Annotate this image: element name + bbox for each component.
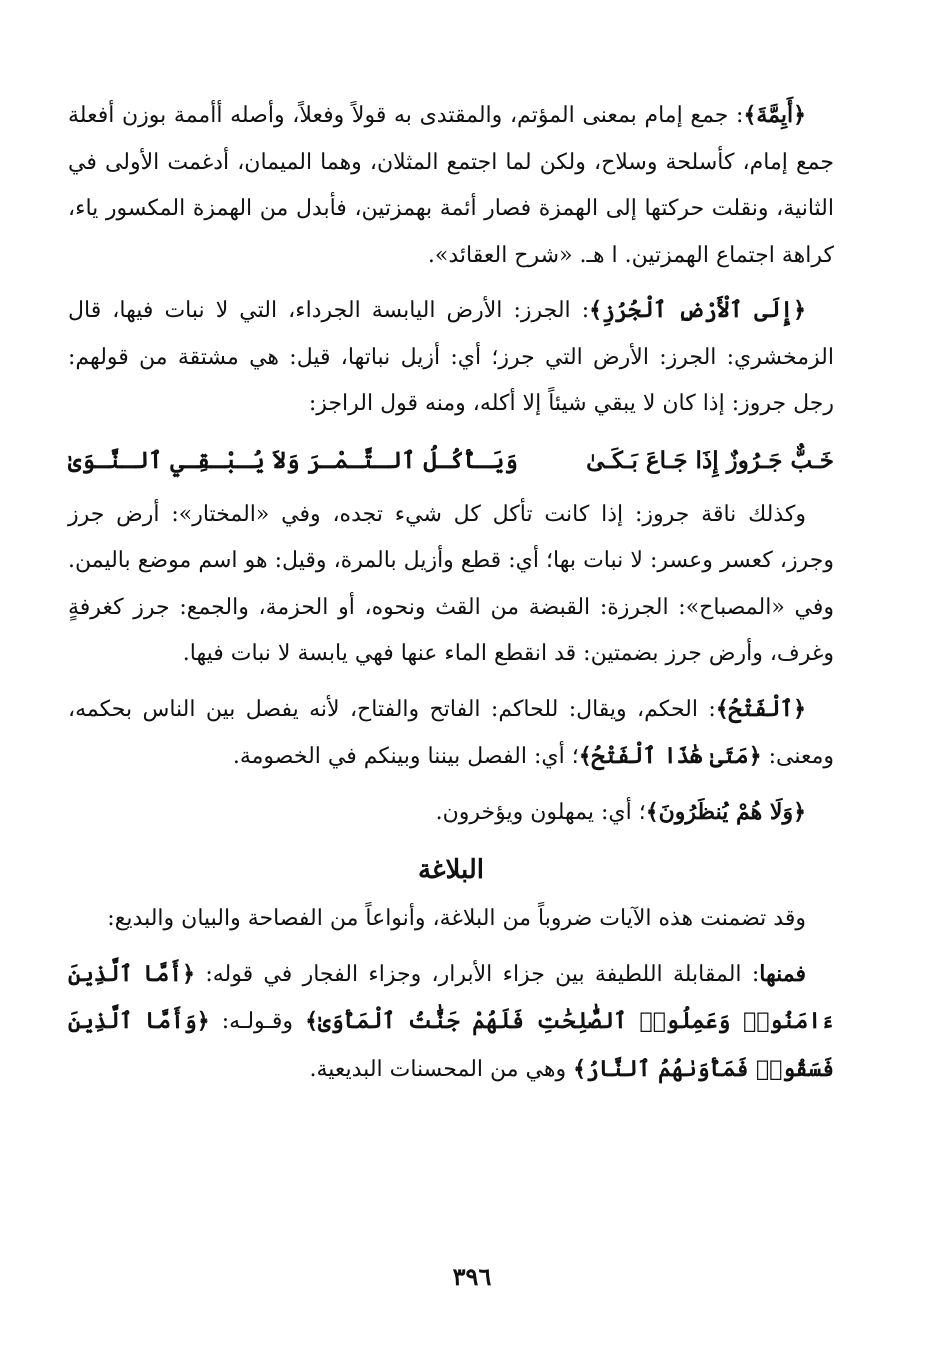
entry-text: ؛ أي: الفصل بيننا وبينكم في الخصومة. xyxy=(232,744,579,769)
point-text: وقـولـه: xyxy=(209,1009,306,1034)
entry-al-juruz xyxy=(68,287,834,428)
quran-quote: ﴿أَمَّا ٱلَّذِينَ ءَامَنُوا۟ وَعَمِلُوا۟ ٱلصَّٰلِحَٰتِ فَلَهُمْ جَنَّٰتُ ٱلْمَأْوَىٰ﴾ xyxy=(68,960,834,1034)
section-heading: البلاغة xyxy=(417,855,485,885)
entry-text: : الحكم، ويقال: للحاكم: الفاتح والفتاح، لأنه يفصل بين الناس بحكمه، ومعنى: xyxy=(68,696,834,769)
quran-term: ﴿ٱلْفَتْحُ﴾ xyxy=(715,695,806,722)
lead-word: فمنها xyxy=(759,960,806,987)
entry-aimma xyxy=(68,92,834,279)
poem-verse xyxy=(68,436,834,486)
entry-text: : جمع إمام بمعنى المؤتم، والمقتدى به قولاً وفعلاً، وأصله أأممة بوزن أفعلة جمع إمام، كأسلحة وسلاح، ولكن لما اجتمع المثلان، وهما الميمان، أدغمت الأولى في الثانية، ونقلت حركتها إلى الهمزة فصار أئمة بهمزتين، فأبدل من الهمزة المكسور ياء، كراهة اجتماع الهمزتين. ا هـ. «شرح العقائد». xyxy=(68,103,834,268)
entry-text: : الجرز: الأرض اليابسة الجرداء، التي لا نبات فيها، قال الزمخشري: الجرز: الأرض التي جرز؛ أي: أزيل نباتها، قيل: هي مشتقة من قولهم: رجل جروز: إذا كان لا يبقي شيئاً إلا أكله، ومنه قول الراجز: xyxy=(68,298,834,416)
quran-term: ﴿وَلَا هُمْ يُنظَرُونَ﴾ xyxy=(645,798,806,825)
entry-text: ؛ أي: يمهلون ويؤخرون. xyxy=(435,799,646,825)
continuation-paragraph: وكذلك ناقة جروز: إذا كانت تأكل كل شيء تجده، وفي «المختار»: أرض جرز وجرز، كعسر وعسر: لا نبات بها؛ أي: قطع وأزيل بالمرة، وقيل: هو اسم موضع باليمن. وفي «المصباح»: الجرزة: القبضة من القث ونحوه، أو الحزمة، والجمع: جرز كغرفةٍ وغرف، وأرض جرز بضمتين: قد انقطع الماء عنها فهي يابسة لا نبات فيها. xyxy=(68,501,834,666)
entry-yunzarun xyxy=(68,789,834,837)
quran-quote: ﴿وَأَمَّا ٱلَّذِينَ فَسَقُوا۟ فَمَأْوَىٰهُمُ ٱلنَّارُ﴾ xyxy=(68,1008,834,1082)
poem-second-hemistich: وَيَـأْكُـلُ ٱلـتَّـمْـرَ وَلاَ يُـبْـقِـي ٱلـنَّـوَىٰ xyxy=(68,446,518,474)
page-number: ٣٩٦ xyxy=(452,1262,492,1291)
point-text: وهي من المحسنات البديعية. xyxy=(309,1056,574,1082)
balagha-first-point xyxy=(68,951,834,1094)
quran-term: ﴿أَيِمَّةَ﴾ xyxy=(743,102,806,128)
quran-term: ﴿إِلَى ٱلْأَرْضِ ٱلْجُرُزِ﴾ xyxy=(589,297,806,323)
poem-first-hemistich: خَـبٌّ جَـرُوزٌ إِذَا جَـاعَ بَـكَـىٰ xyxy=(586,446,834,474)
point-text: : المقابلة اللطيفة بين جزاء الأبرار، وجزاء الفجار في قوله: xyxy=(195,961,760,987)
entry-al-fath xyxy=(68,686,834,781)
balagha-intro: وقد تضمنت هذه الآيات ضروباً من البلاغة، وأنواعاً من الفصاحة والبيان والبديع: xyxy=(107,906,806,931)
quran-quote: ﴿مَتَىٰ هَٰذَا ٱلْفَتْحُ﴾ xyxy=(578,743,762,769)
document-page xyxy=(68,92,834,1101)
